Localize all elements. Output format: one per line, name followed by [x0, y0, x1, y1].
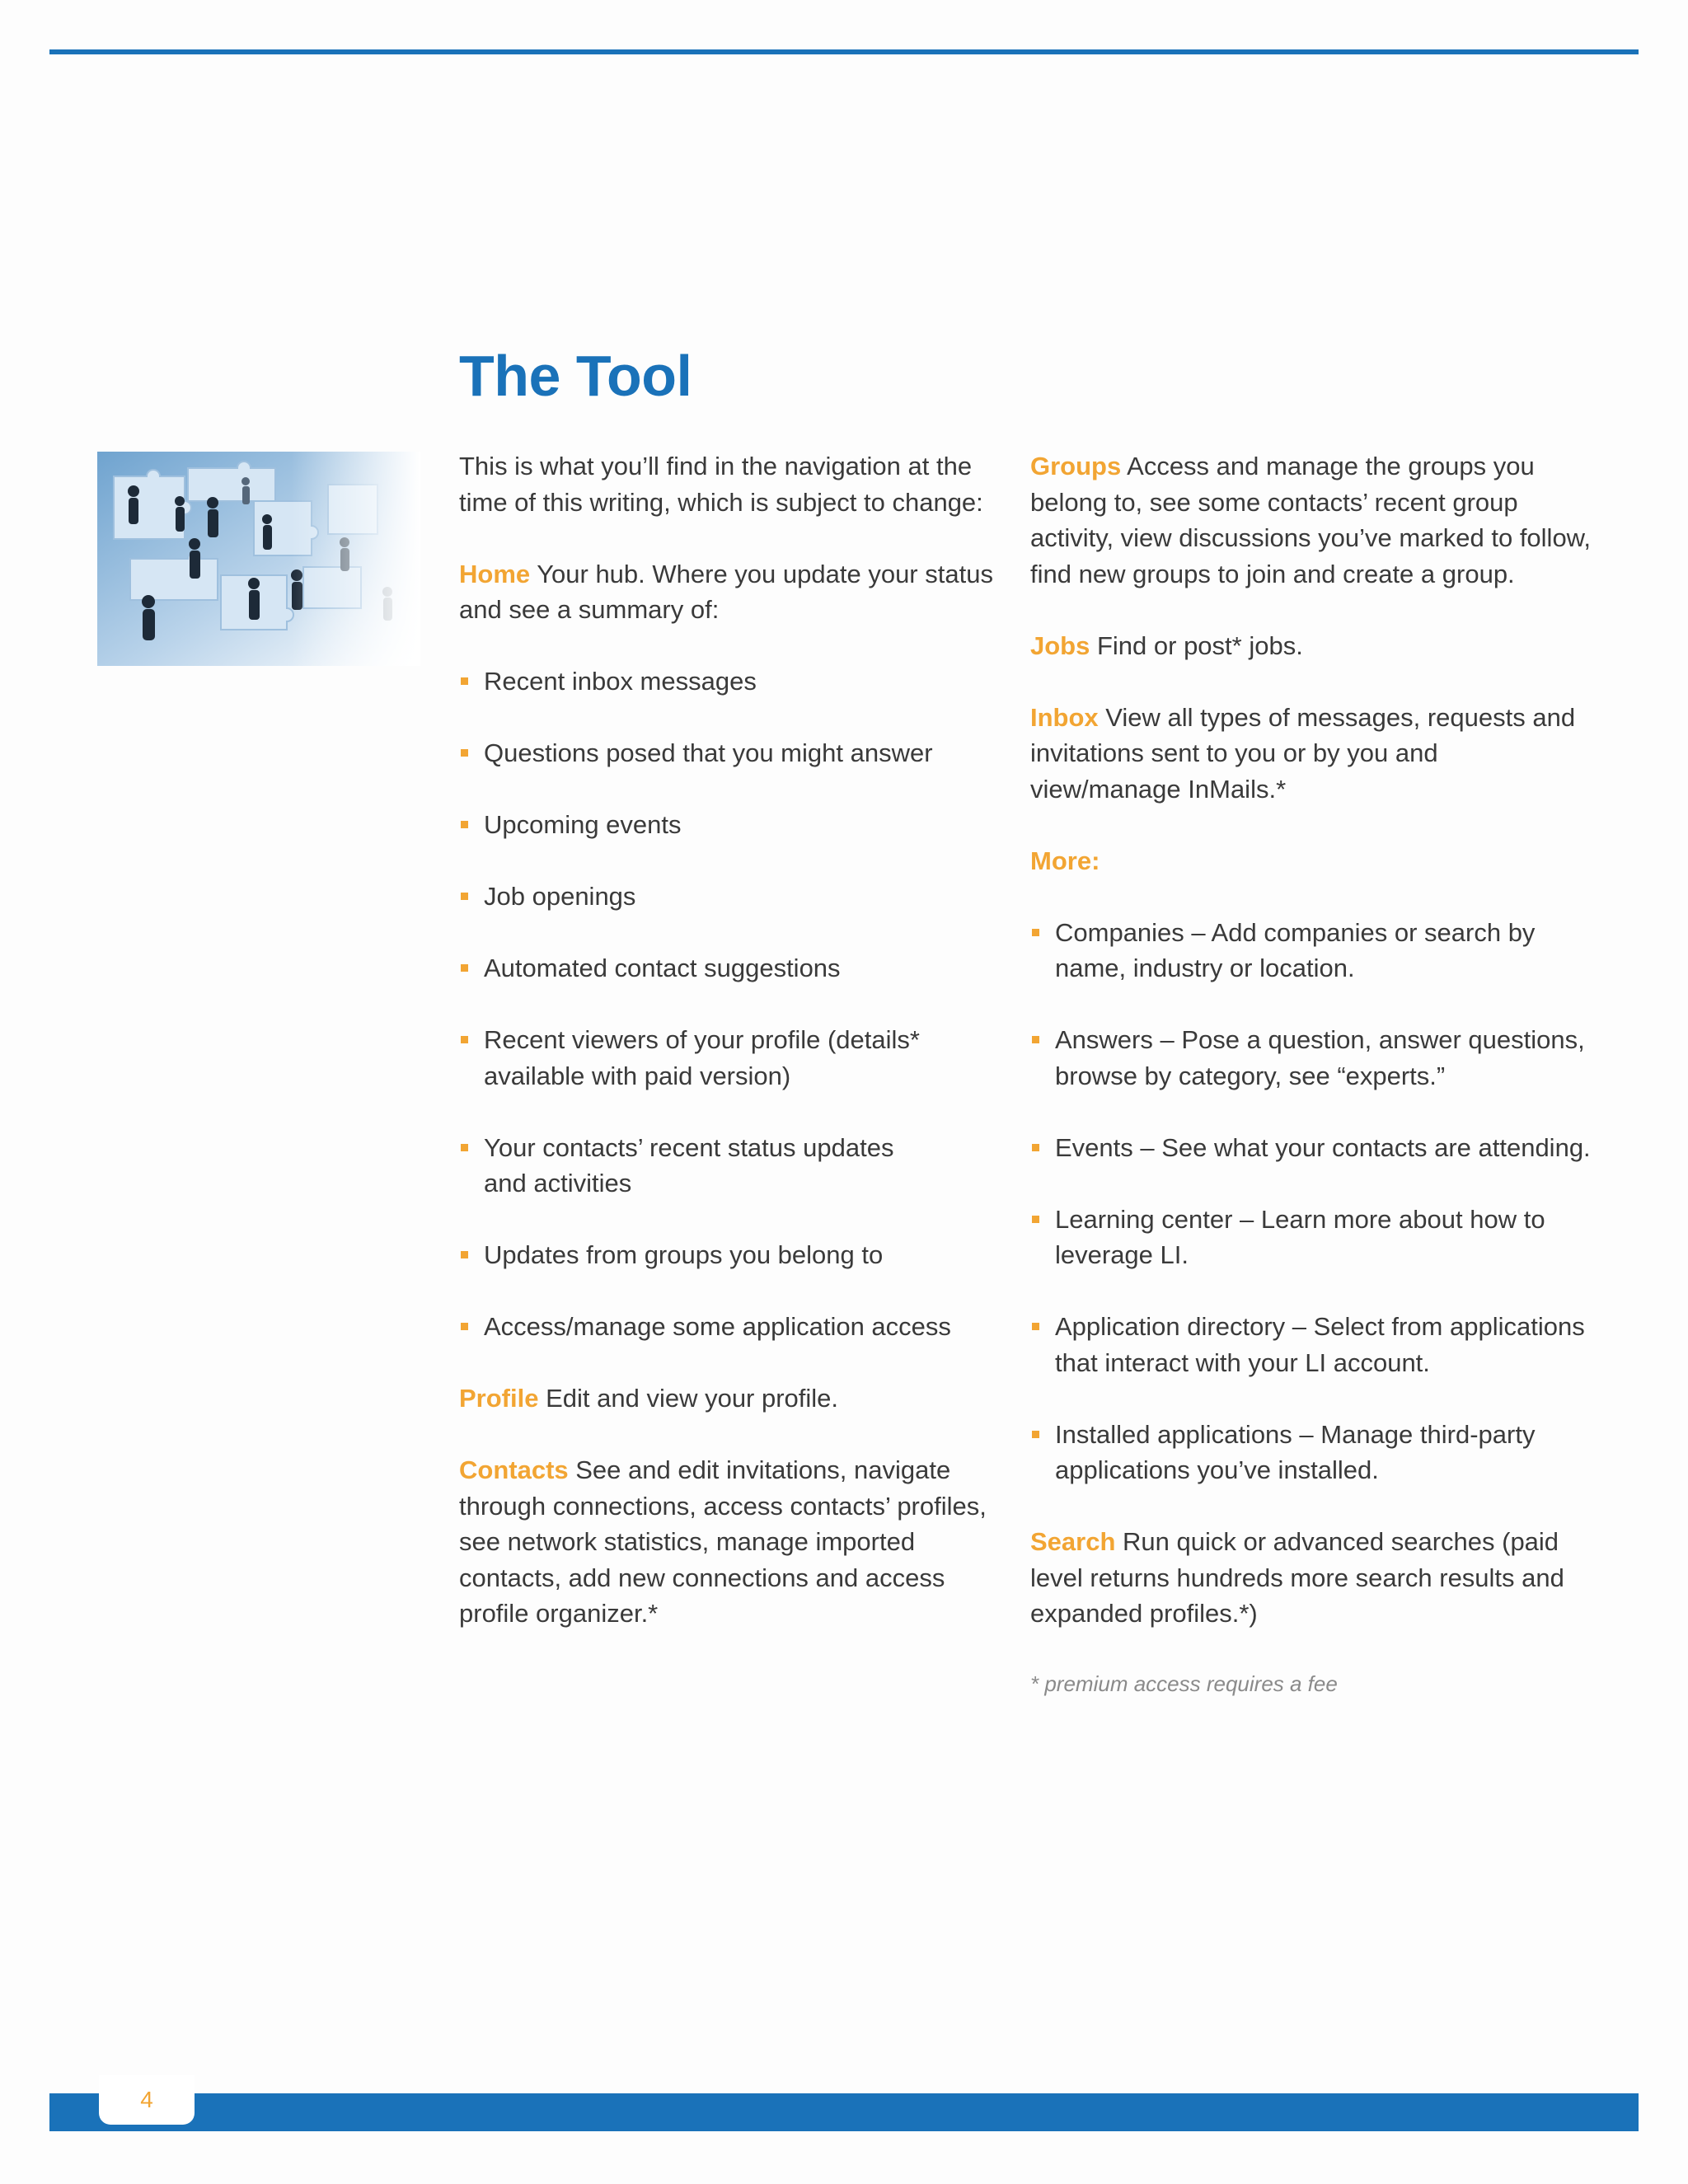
inbox-section	[1030, 700, 1591, 808]
list-item: Answers – Pose a question, answer questions, browse by category, see “experts.”	[1030, 1022, 1591, 1094]
bullet-square-icon	[461, 1251, 468, 1258]
bullet-square-icon	[461, 1323, 468, 1330]
bullet-square-icon	[461, 749, 468, 757]
bullet-square-icon	[1032, 1323, 1039, 1330]
right-column	[1030, 448, 1591, 1700]
groups-description: Access and manage the groups you belong to, see some contacts’ recent group activity, view discussions you’ve marked to follow, find new groups to join and create a group.	[1030, 452, 1591, 588]
profile-keyword: Profile	[459, 1384, 539, 1413]
list-item: Access/manage some application access	[459, 1309, 1003, 1345]
intro-text: This is what you’ll find in the navigation at the time of this writing, which is subject to change:	[459, 452, 983, 517]
list-item: Companies – Add companies or search by name, industry or location.	[1030, 915, 1591, 987]
groups-keyword: Groups	[1030, 452, 1122, 480]
home-keyword: Home	[459, 559, 531, 588]
bullet-square-icon	[461, 821, 468, 828]
more-keyword: More:	[1030, 846, 1100, 875]
contacts-description: See and edit invitations, navigate through connections, access contacts’ profiles, see network statistics, manage imported contacts, add new connections and access profile organizer.*	[459, 1455, 987, 1628]
groups-section	[1030, 448, 1591, 592]
bullet-square-icon	[1032, 1431, 1039, 1438]
more-list	[1030, 915, 1591, 1488]
top-rule	[49, 49, 1639, 54]
jobs-description: Find or post* jobs.	[1090, 630, 1303, 660]
list-item: Questions posed that you might answer	[459, 735, 1003, 771]
search-section	[1030, 1524, 1591, 1632]
list-item: Recent viewers of your profile (details* available with paid version)	[459, 1022, 1003, 1094]
left-column	[459, 448, 1003, 1667]
contacts-keyword: Contacts	[459, 1455, 569, 1484]
footnote: * premium access requires a fee	[1030, 1671, 1338, 1696]
page-number: 4	[140, 2087, 153, 2112]
inbox-description: View all types of messages, requests and invitations sent to you or by you and view/manage InMails.*	[1030, 702, 1576, 804]
list-item: Automated contact suggestions	[459, 950, 1003, 987]
bullet-square-icon	[1032, 1144, 1039, 1151]
footer-bar	[49, 2093, 1639, 2131]
bullet-square-icon	[461, 964, 468, 972]
contacts-section	[459, 1452, 1003, 1632]
list-item: Learning center – Learn more about how to leverage LI.	[1030, 1202, 1591, 1273]
list-item: Job openings	[459, 879, 1003, 915]
list-item: Your contacts’ recent status updates and activities	[459, 1130, 1003, 1202]
home-description: Your hub. Where you update your status and see a summary of:	[459, 559, 993, 624]
jobs-keyword: Jobs	[1030, 630, 1090, 660]
profile-description: Edit and view your profile.	[538, 1384, 839, 1413]
jobs-section	[1030, 628, 1591, 664]
bullet-square-icon	[461, 1144, 468, 1151]
bullet-square-icon	[1032, 1216, 1039, 1223]
page-number-tab	[99, 2075, 195, 2125]
search-description: Run quick or advanced searches (paid level returns hundreds more search results and expanded profiles.*)	[1030, 1527, 1564, 1628]
list-item: Recent inbox messages	[459, 663, 1003, 700]
profile-section	[459, 1380, 1003, 1417]
more-section	[1030, 843, 1591, 879]
list-item: Upcoming events	[459, 807, 1003, 843]
bullet-square-icon	[1032, 929, 1039, 936]
puzzle-people-photo	[97, 452, 420, 666]
bullet-square-icon	[461, 677, 468, 685]
list-item: Application directory – Select from applications that interact with your LI account.	[1030, 1309, 1591, 1380]
home-summary-list	[459, 663, 1003, 1345]
home-section	[459, 556, 1003, 628]
inbox-keyword: Inbox	[1030, 702, 1099, 732]
list-item: Updates from groups you belong to	[459, 1237, 1003, 1273]
search-keyword: Search	[1030, 1527, 1116, 1556]
bullet-square-icon	[461, 1036, 468, 1043]
page-title: The Tool	[459, 344, 692, 408]
list-item: Installed applications – Manage third-party applications you’ve installed.	[1030, 1417, 1591, 1488]
list-item: Events – See what your contacts are attending.	[1030, 1130, 1591, 1166]
bullet-square-icon	[461, 893, 468, 900]
bullet-square-icon	[1032, 1036, 1039, 1043]
